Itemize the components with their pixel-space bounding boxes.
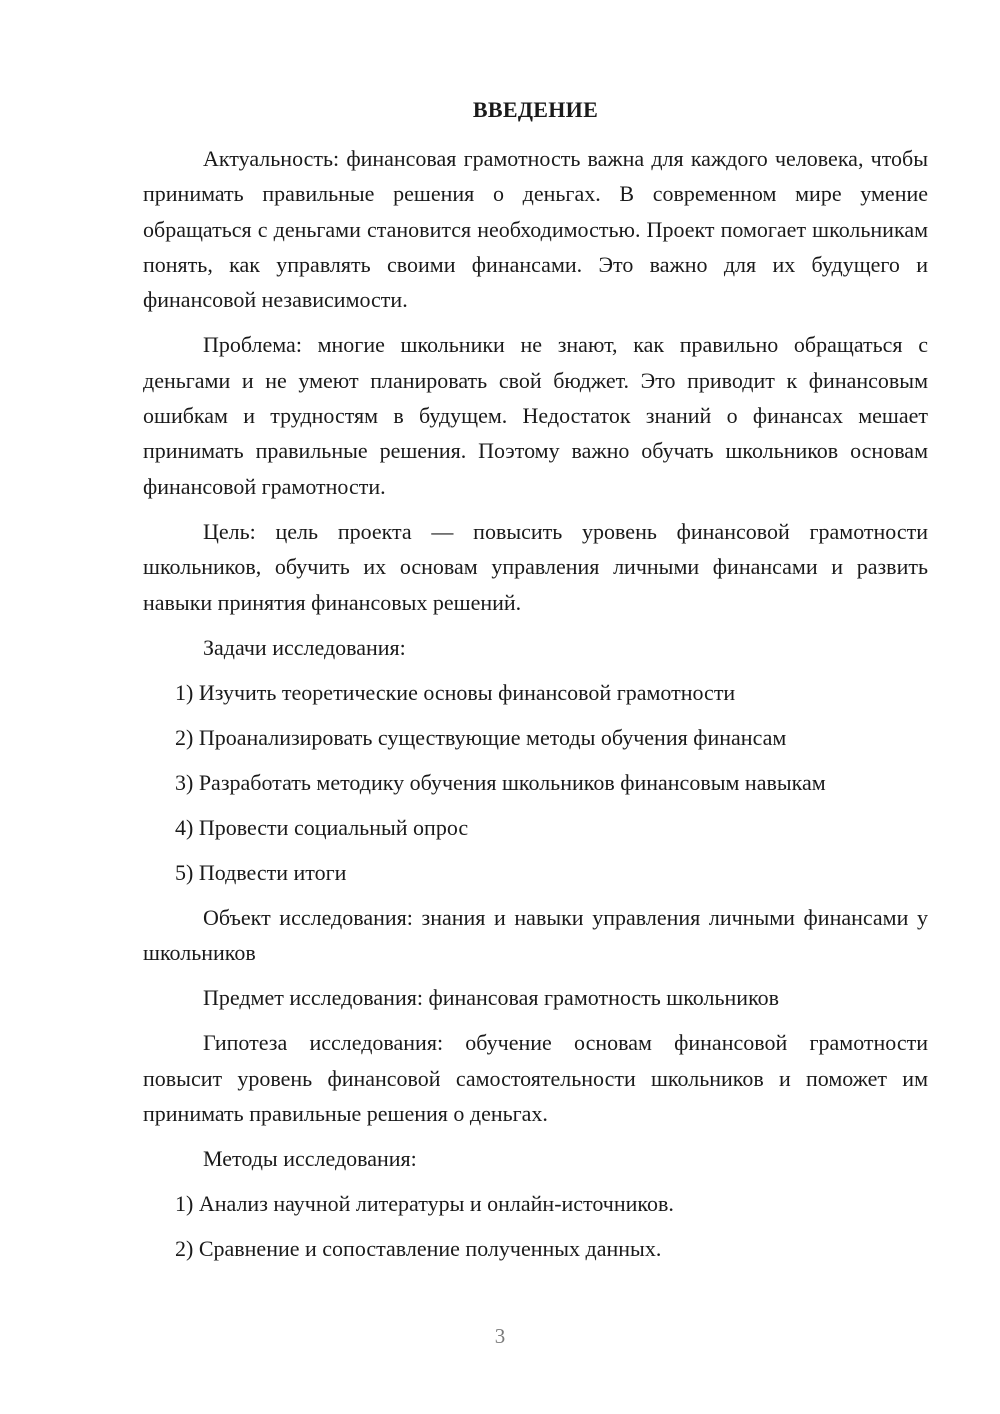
tasks-heading: Задачи исследования: xyxy=(203,634,406,660)
task-item: 1) Изучить теоретические основы финансовой грамотности xyxy=(175,679,736,705)
hypothesis-paragraph: Гипотеза исследования: обучение основам финансовой грамотности повысит уровень финансовой самостоятельности школьников и поможет им принимать правильные решения о деньгах. xyxy=(143,1030,928,1127)
section-title: ВВЕДЕНИЕ xyxy=(472,97,599,122)
goal-paragraph: Цель: цель проекта — повысить уровень финансовой грамотности школьников, обучить их основам управления личными финансами и развить навыки принятия финансовых решений. xyxy=(143,518,928,615)
task-item: 5) Подвести итоги xyxy=(175,859,347,885)
relevance-paragraph: Актуальность: финансовая грамотность важна для каждого человека, чтобы принимать правильные решения о деньгах. В современном мире умение обращаться с деньгами становится необходимостью. Проект помогает школьникам понять, как управлять своими финансами. Это важно для их будущего и финансовой независимости. xyxy=(143,146,928,313)
document-page xyxy=(143,92,928,1276)
object-paragraph: Объект исследования: знания и навыки управления личными финансами у школьников xyxy=(143,904,928,966)
task-item: 2) Проанализировать существующие методы обучения финансам xyxy=(175,724,787,750)
methods-heading: Методы исследования: xyxy=(203,1146,417,1172)
method-item: 1) Анализ научной литературы и онлайн-источников. xyxy=(175,1191,674,1217)
task-item: 4) Провести социальный опрос xyxy=(175,814,469,840)
page-number: 3 xyxy=(494,1324,506,1348)
task-item: 3) Разработать методику обучения школьников финансовым навыкам xyxy=(175,769,826,795)
problem-paragraph: Проблема: многие школьники не знают, как правильно обращаться с деньгами и не умеют планировать свой бюджет. Это приводит к финансовым ошибкам и трудностям в будущем. Недостаток знаний о финансах мешает принимать правильные решения. Поэтому важно обучать школьников основам финансовой грамотности. xyxy=(143,332,928,499)
method-item: 2) Сравнение и сопоставление полученных данных. xyxy=(175,1236,662,1262)
subject-line: Предмет исследования: финансовая грамотность школьников xyxy=(203,985,780,1011)
